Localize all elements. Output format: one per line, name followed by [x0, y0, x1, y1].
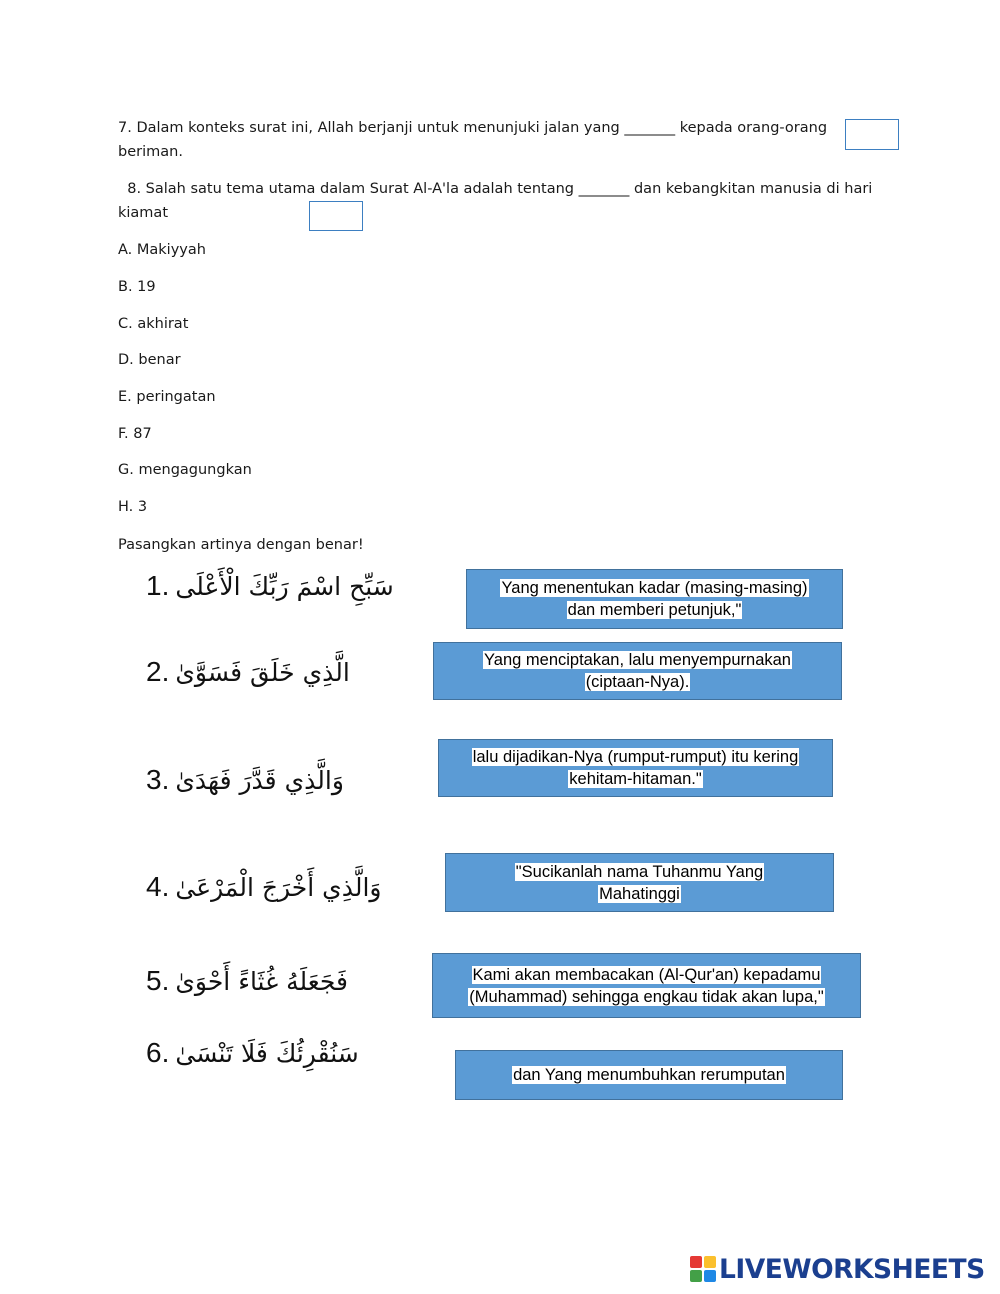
question-8-line-2: kiamat — [118, 205, 169, 221]
question-8 — [118, 177, 898, 225]
verse-arabic: فَجَعَلَهُ غُثَاءً أَحْوَىٰ — [175, 966, 348, 996]
logo-wordmark: LIVEWORKSHEETS — [719, 1253, 985, 1285]
verse-arabic: وَالَّذِي قَدَّرَ فَهَدَىٰ — [175, 765, 344, 795]
matching-instruction: Pasangkan artinya dengan benar! — [118, 537, 364, 553]
liveworksheets-logo — [690, 1252, 985, 1286]
option-e: E. peringatan — [118, 389, 216, 405]
answer-box-question-8[interactable] — [309, 201, 363, 231]
verse-number: 4. — [146, 871, 170, 902]
verse-1 — [146, 564, 394, 608]
meaning-line: lalu dijadikan-Nya (rumput-rumput) itu kering — [472, 748, 799, 766]
meaning-box-6[interactable] — [455, 1050, 843, 1100]
verse-6 — [146, 1031, 359, 1075]
meaning-line: "Sucikanlah nama Tuhanmu Yang — [515, 862, 764, 881]
liveworksheets-mark-icon — [690, 1256, 716, 1282]
question-7 — [118, 116, 848, 164]
meaning-line: Kami akan membacakan (Al-Qur'an) kepadamu — [472, 965, 821, 984]
verse-number: 1. — [146, 570, 170, 601]
option-c: C. akhirat — [118, 316, 189, 332]
verse-3 — [146, 758, 344, 802]
option-h: H. 3 — [118, 499, 148, 515]
verse-number: 3. — [146, 764, 170, 795]
meaning-box-4[interactable] — [445, 853, 834, 912]
meaning-line: (Muhammad) sehingga engkau tidak akan lupa," — [469, 987, 824, 1006]
verse-number: 5. — [146, 965, 170, 996]
verse-arabic: سَبِّحِ اسْمَ رَبِّكَ الْأَعْلَى — [175, 571, 394, 601]
meaning-box-1[interactable] — [466, 569, 843, 629]
meaning-line: Mahatinggi — [599, 884, 680, 903]
option-d: D. benar — [118, 352, 181, 368]
verse-number: 6. — [146, 1037, 170, 1068]
meaning-line: kehitam-hitaman." — [569, 770, 702, 788]
verse-arabic: الَّذِي خَلَقَ فَسَوَّىٰ — [175, 657, 350, 687]
verse-4 — [146, 865, 381, 909]
question-8-line-1: 8. Salah satu tema utama dalam Surat Al-A'la adalah tentang _______ dan kebangkitan manusia di hari — [118, 181, 873, 197]
meaning-line: dan Yang menumbuhkan rerumputan — [513, 1066, 785, 1084]
meaning-box-2[interactable] — [433, 642, 842, 700]
option-b: B. 19 — [118, 279, 156, 295]
meaning-line: Yang menciptakan, lalu menyempurnakan — [484, 651, 791, 669]
meaning-line: Yang menentukan kadar (masing-masing) — [501, 579, 808, 597]
meaning-box-3[interactable] — [438, 739, 833, 797]
verse-5 — [146, 959, 348, 1003]
verse-arabic: سَنُقْرِئُكَ فَلَا تَنْسَىٰ — [175, 1038, 359, 1068]
meaning-box-5[interactable] — [432, 953, 861, 1018]
meaning-line: dan memberi petunjuk," — [567, 601, 742, 619]
question-7-line-2: beriman. — [118, 144, 183, 160]
option-a: A. Makiyyah — [118, 242, 206, 258]
verse-number: 2. — [146, 656, 170, 687]
option-g: G. mengagungkan — [118, 462, 252, 478]
verse-arabic: وَالَّذِي أَخْرَجَ الْمَرْعَىٰ — [175, 872, 382, 902]
option-f: F. 87 — [118, 426, 152, 442]
verse-2 — [146, 650, 350, 694]
question-7-line-1: 7. Dalam konteks surat ini, Allah berjanji untuk menunjuki jalan yang _______ kepada orang-orang — [118, 120, 828, 136]
meaning-line: (ciptaan-Nya). — [585, 673, 690, 691]
answer-box-question-7[interactable] — [845, 119, 899, 150]
